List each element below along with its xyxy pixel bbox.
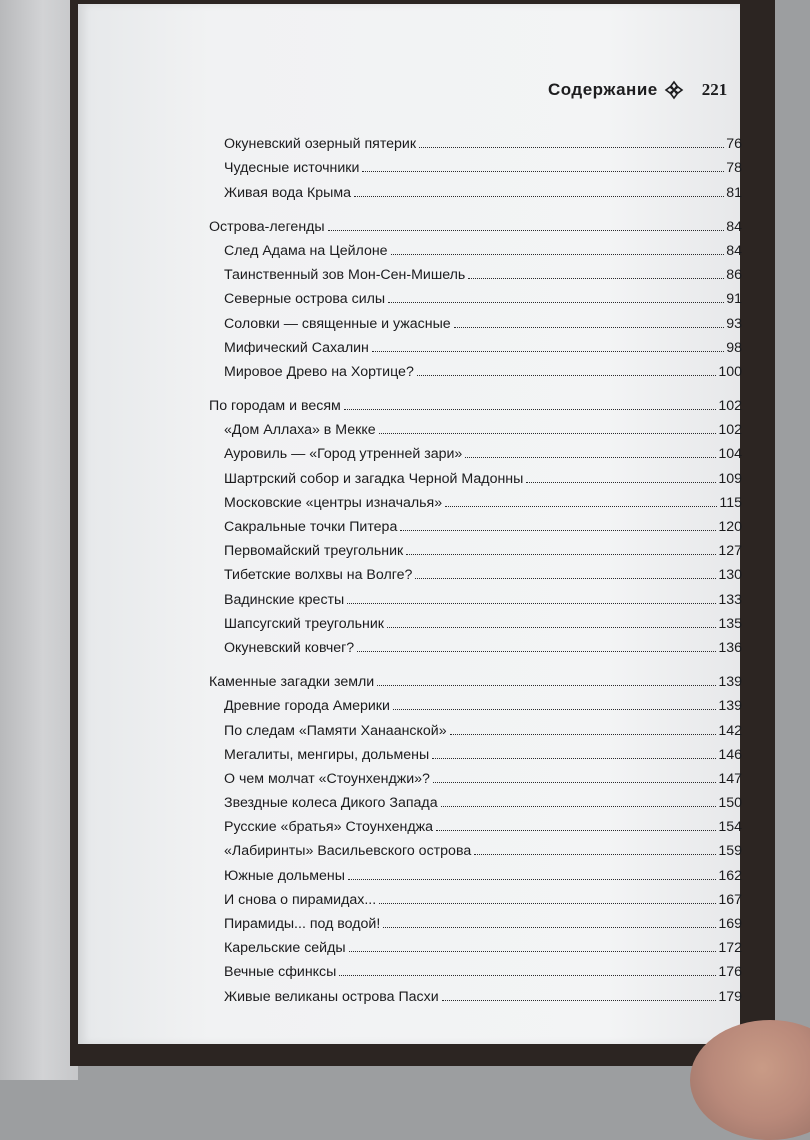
toc-entry bbox=[209, 583, 742, 607]
dot-leader bbox=[349, 950, 717, 952]
toc-entry-title: Тибетские волхвы на Волге? bbox=[224, 567, 413, 584]
toc-entry-page: 81 bbox=[726, 184, 742, 201]
dot-leader bbox=[344, 408, 717, 410]
toc-entry-title: Живые великаны острова Пасхи bbox=[224, 988, 439, 1005]
toc-entry-page: 179 bbox=[718, 988, 742, 1005]
toc-entry-page: 159 bbox=[718, 843, 742, 860]
dot-leader bbox=[391, 253, 725, 255]
dot-leader bbox=[450, 733, 717, 735]
toc-entry-page: 120 bbox=[718, 519, 742, 535]
toc-entry-title: Древние города Америки bbox=[224, 698, 390, 715]
toc-entry bbox=[209, 835, 742, 859]
toc-entry-page: 146 bbox=[718, 746, 742, 763]
toc-entry-title: Вечные сфинксы bbox=[224, 964, 337, 981]
toc-section bbox=[209, 211, 742, 235]
running-header bbox=[548, 78, 727, 102]
dot-leader bbox=[379, 902, 716, 904]
toc-section bbox=[209, 666, 742, 690]
dot-leader bbox=[372, 350, 724, 352]
dot-leader bbox=[393, 708, 716, 710]
toc-entry-page: 78 bbox=[726, 160, 742, 177]
dot-leader bbox=[362, 170, 724, 172]
dot-leader bbox=[417, 374, 716, 376]
toc-entry-title: «Лабиринты» Васильевского острова bbox=[224, 843, 472, 860]
toc-entry-title: Окуневский озерный пятерик bbox=[224, 136, 417, 153]
toc-entry-title: Русские «братья» Стоунхенджа bbox=[224, 819, 434, 836]
dot-leader bbox=[468, 277, 724, 279]
toc-entry bbox=[209, 511, 742, 535]
toc-entry-page: 102 bbox=[718, 422, 742, 439]
toc-entry-page: 139 bbox=[718, 698, 742, 715]
table-of-contents bbox=[209, 128, 742, 1005]
page-number: 221 bbox=[701, 80, 728, 99]
toc-section bbox=[209, 390, 742, 414]
toc-entry bbox=[209, 859, 742, 883]
dot-leader bbox=[383, 926, 716, 928]
dot-leader bbox=[465, 456, 716, 458]
toc-entry bbox=[209, 559, 742, 583]
toc-entry bbox=[209, 176, 742, 200]
toc-entry bbox=[209, 884, 742, 908]
dot-leader bbox=[442, 999, 717, 1001]
toc-entry-page: 109 bbox=[718, 470, 742, 487]
toc-entry bbox=[209, 152, 742, 176]
toc-entry-page: 130 bbox=[718, 567, 742, 584]
toc-entry-title: По городам и весям bbox=[209, 398, 341, 415]
toc-entry-page: 98 bbox=[726, 339, 742, 356]
toc-entry bbox=[209, 811, 742, 835]
toc-entry bbox=[209, 332, 742, 356]
toc-entry bbox=[209, 462, 742, 486]
toc-entry-title: Южные дольмены bbox=[224, 867, 345, 884]
toc-entry-title: Живая вода Крыма bbox=[224, 184, 351, 201]
toc-entry-title: И снова о пирамидах... bbox=[224, 891, 377, 908]
dot-leader bbox=[387, 626, 716, 628]
toc-entry-title: Каменные загадки земли bbox=[209, 674, 375, 691]
dot-leader bbox=[415, 577, 716, 579]
dot-leader bbox=[445, 505, 717, 507]
toc-entry bbox=[209, 739, 742, 763]
toc-entry-page: 150 bbox=[718, 795, 742, 812]
dot-leader bbox=[474, 853, 716, 855]
toc-entry-page: 167 bbox=[718, 891, 742, 908]
dot-leader bbox=[339, 974, 716, 976]
dot-leader bbox=[436, 829, 716, 831]
toc-entry bbox=[209, 908, 742, 932]
toc-entry-page: 84 bbox=[726, 242, 742, 259]
toc-entry-page: 172 bbox=[718, 940, 742, 957]
dot-leader bbox=[432, 757, 716, 759]
toc-entry-title: Вадинские кресты bbox=[224, 591, 345, 608]
toc-entry-page: 142 bbox=[718, 722, 742, 739]
toc-entry bbox=[209, 690, 742, 714]
toc-entry-title: По следам «Памяти Ханаанской» bbox=[224, 722, 447, 739]
toc-entry bbox=[209, 763, 742, 787]
toc-entry-page: 136 bbox=[718, 639, 742, 656]
toc-entry-page: 84 bbox=[726, 218, 742, 235]
toc-entry-title: О чем молчат «Стоунхенджи»? bbox=[224, 770, 430, 787]
toc-entry-page: 135 bbox=[718, 615, 742, 632]
toc-entry-title: Карельские сейды bbox=[224, 940, 346, 957]
dot-leader bbox=[347, 602, 716, 604]
book-page bbox=[78, 4, 740, 1044]
dot-leader bbox=[406, 553, 716, 555]
toc-entry bbox=[209, 438, 742, 462]
dot-leader bbox=[379, 432, 717, 434]
dot-leader bbox=[454, 326, 725, 328]
toc-entry bbox=[209, 235, 742, 259]
toc-entry bbox=[209, 632, 742, 656]
toc-entry-page: 139 bbox=[718, 674, 742, 691]
toc-entry bbox=[209, 307, 742, 331]
toc-entry bbox=[209, 714, 742, 738]
toc-entry bbox=[209, 259, 742, 283]
toc-entry bbox=[209, 414, 742, 438]
toc-entry-page: 147 bbox=[718, 770, 742, 787]
previous-page-edge bbox=[0, 0, 78, 1080]
toc-entry bbox=[209, 535, 742, 559]
toc-entry-title: Соловки — священные и ужасные bbox=[224, 315, 451, 332]
toc-entry-title: Мифический Сахалин bbox=[224, 339, 369, 356]
toc-entry bbox=[209, 608, 742, 632]
toc-entry bbox=[209, 487, 742, 511]
dot-leader bbox=[400, 529, 716, 531]
toc-entry bbox=[209, 932, 742, 956]
toc-entry-page: 102 bbox=[718, 398, 742, 415]
dot-leader bbox=[377, 684, 716, 686]
toc-entry-title: «Дом Аллаха» в Мекке bbox=[224, 422, 376, 439]
dot-leader bbox=[433, 781, 716, 783]
ornament-icon bbox=[664, 80, 684, 100]
toc-entry-page: 154 bbox=[718, 819, 742, 836]
toc-entry-page: 76 bbox=[726, 136, 742, 153]
toc-entry bbox=[209, 283, 742, 307]
toc-entry-page: 169 bbox=[718, 916, 742, 932]
toc-entry-title: Острова-легенды bbox=[209, 218, 325, 235]
toc-entry bbox=[209, 787, 742, 811]
toc-entry-title: Окуневский ковчег? bbox=[224, 639, 355, 656]
toc-entry-title: Ауровиль — «Город утренней зари» bbox=[224, 446, 463, 463]
toc-entry-title: Сакральные точки Питера bbox=[224, 519, 398, 535]
toc-entry-page: 104 bbox=[718, 446, 742, 463]
toc-entry-title: Пирамиды... под водой! bbox=[224, 916, 381, 932]
toc-entry-page: 127 bbox=[718, 543, 742, 560]
toc-entry-page: 93 bbox=[726, 315, 742, 332]
toc-entry-page: 100 bbox=[718, 363, 742, 380]
dot-leader bbox=[328, 229, 725, 231]
dot-leader bbox=[357, 650, 716, 652]
dot-leader bbox=[348, 878, 716, 880]
toc-entry-title: Мегалиты, менгиры, дольмены bbox=[224, 746, 430, 763]
toc-entry-title: Северные острова силы bbox=[224, 291, 386, 308]
toc-entry-page: 86 bbox=[726, 267, 742, 284]
dot-leader bbox=[526, 481, 716, 483]
toc-entry-title: Шапсугский треугольник bbox=[224, 615, 385, 632]
dot-leader bbox=[388, 301, 724, 303]
toc-entry-title: Звездные колеса Дикого Запада bbox=[224, 795, 438, 812]
dot-leader bbox=[441, 805, 717, 807]
toc-entry bbox=[209, 356, 742, 380]
toc-entry-page: 176 bbox=[718, 964, 742, 981]
toc-entry-title: Чудесные источники bbox=[224, 160, 360, 177]
toc-entry-title: Мировое Древо на Хортице? bbox=[224, 363, 414, 380]
dot-leader bbox=[354, 195, 724, 197]
toc-entry-title: Московские «центры изначалья» bbox=[224, 494, 443, 511]
toc-entry-page: 162 bbox=[718, 867, 742, 884]
toc-entry bbox=[209, 128, 742, 152]
toc-entry bbox=[209, 956, 742, 980]
toc-entry-page: 133 bbox=[718, 591, 742, 608]
toc-entry-title: Таинственный зов Мон-Сен-Мишель bbox=[224, 267, 466, 284]
toc-entry-page: 91 bbox=[726, 291, 742, 308]
toc-entry-title: Первомайский треугольник bbox=[224, 543, 404, 560]
toc-entry-page: 115 bbox=[719, 494, 742, 511]
toc-entry-title: Шартрский собор и загадка Черной Мадонны bbox=[224, 470, 524, 487]
dot-leader bbox=[419, 146, 724, 148]
toc-entry-title: След Адама на Цейлоне bbox=[224, 242, 388, 259]
toc-entry bbox=[209, 980, 742, 1004]
section-title: Содержание bbox=[548, 80, 658, 99]
